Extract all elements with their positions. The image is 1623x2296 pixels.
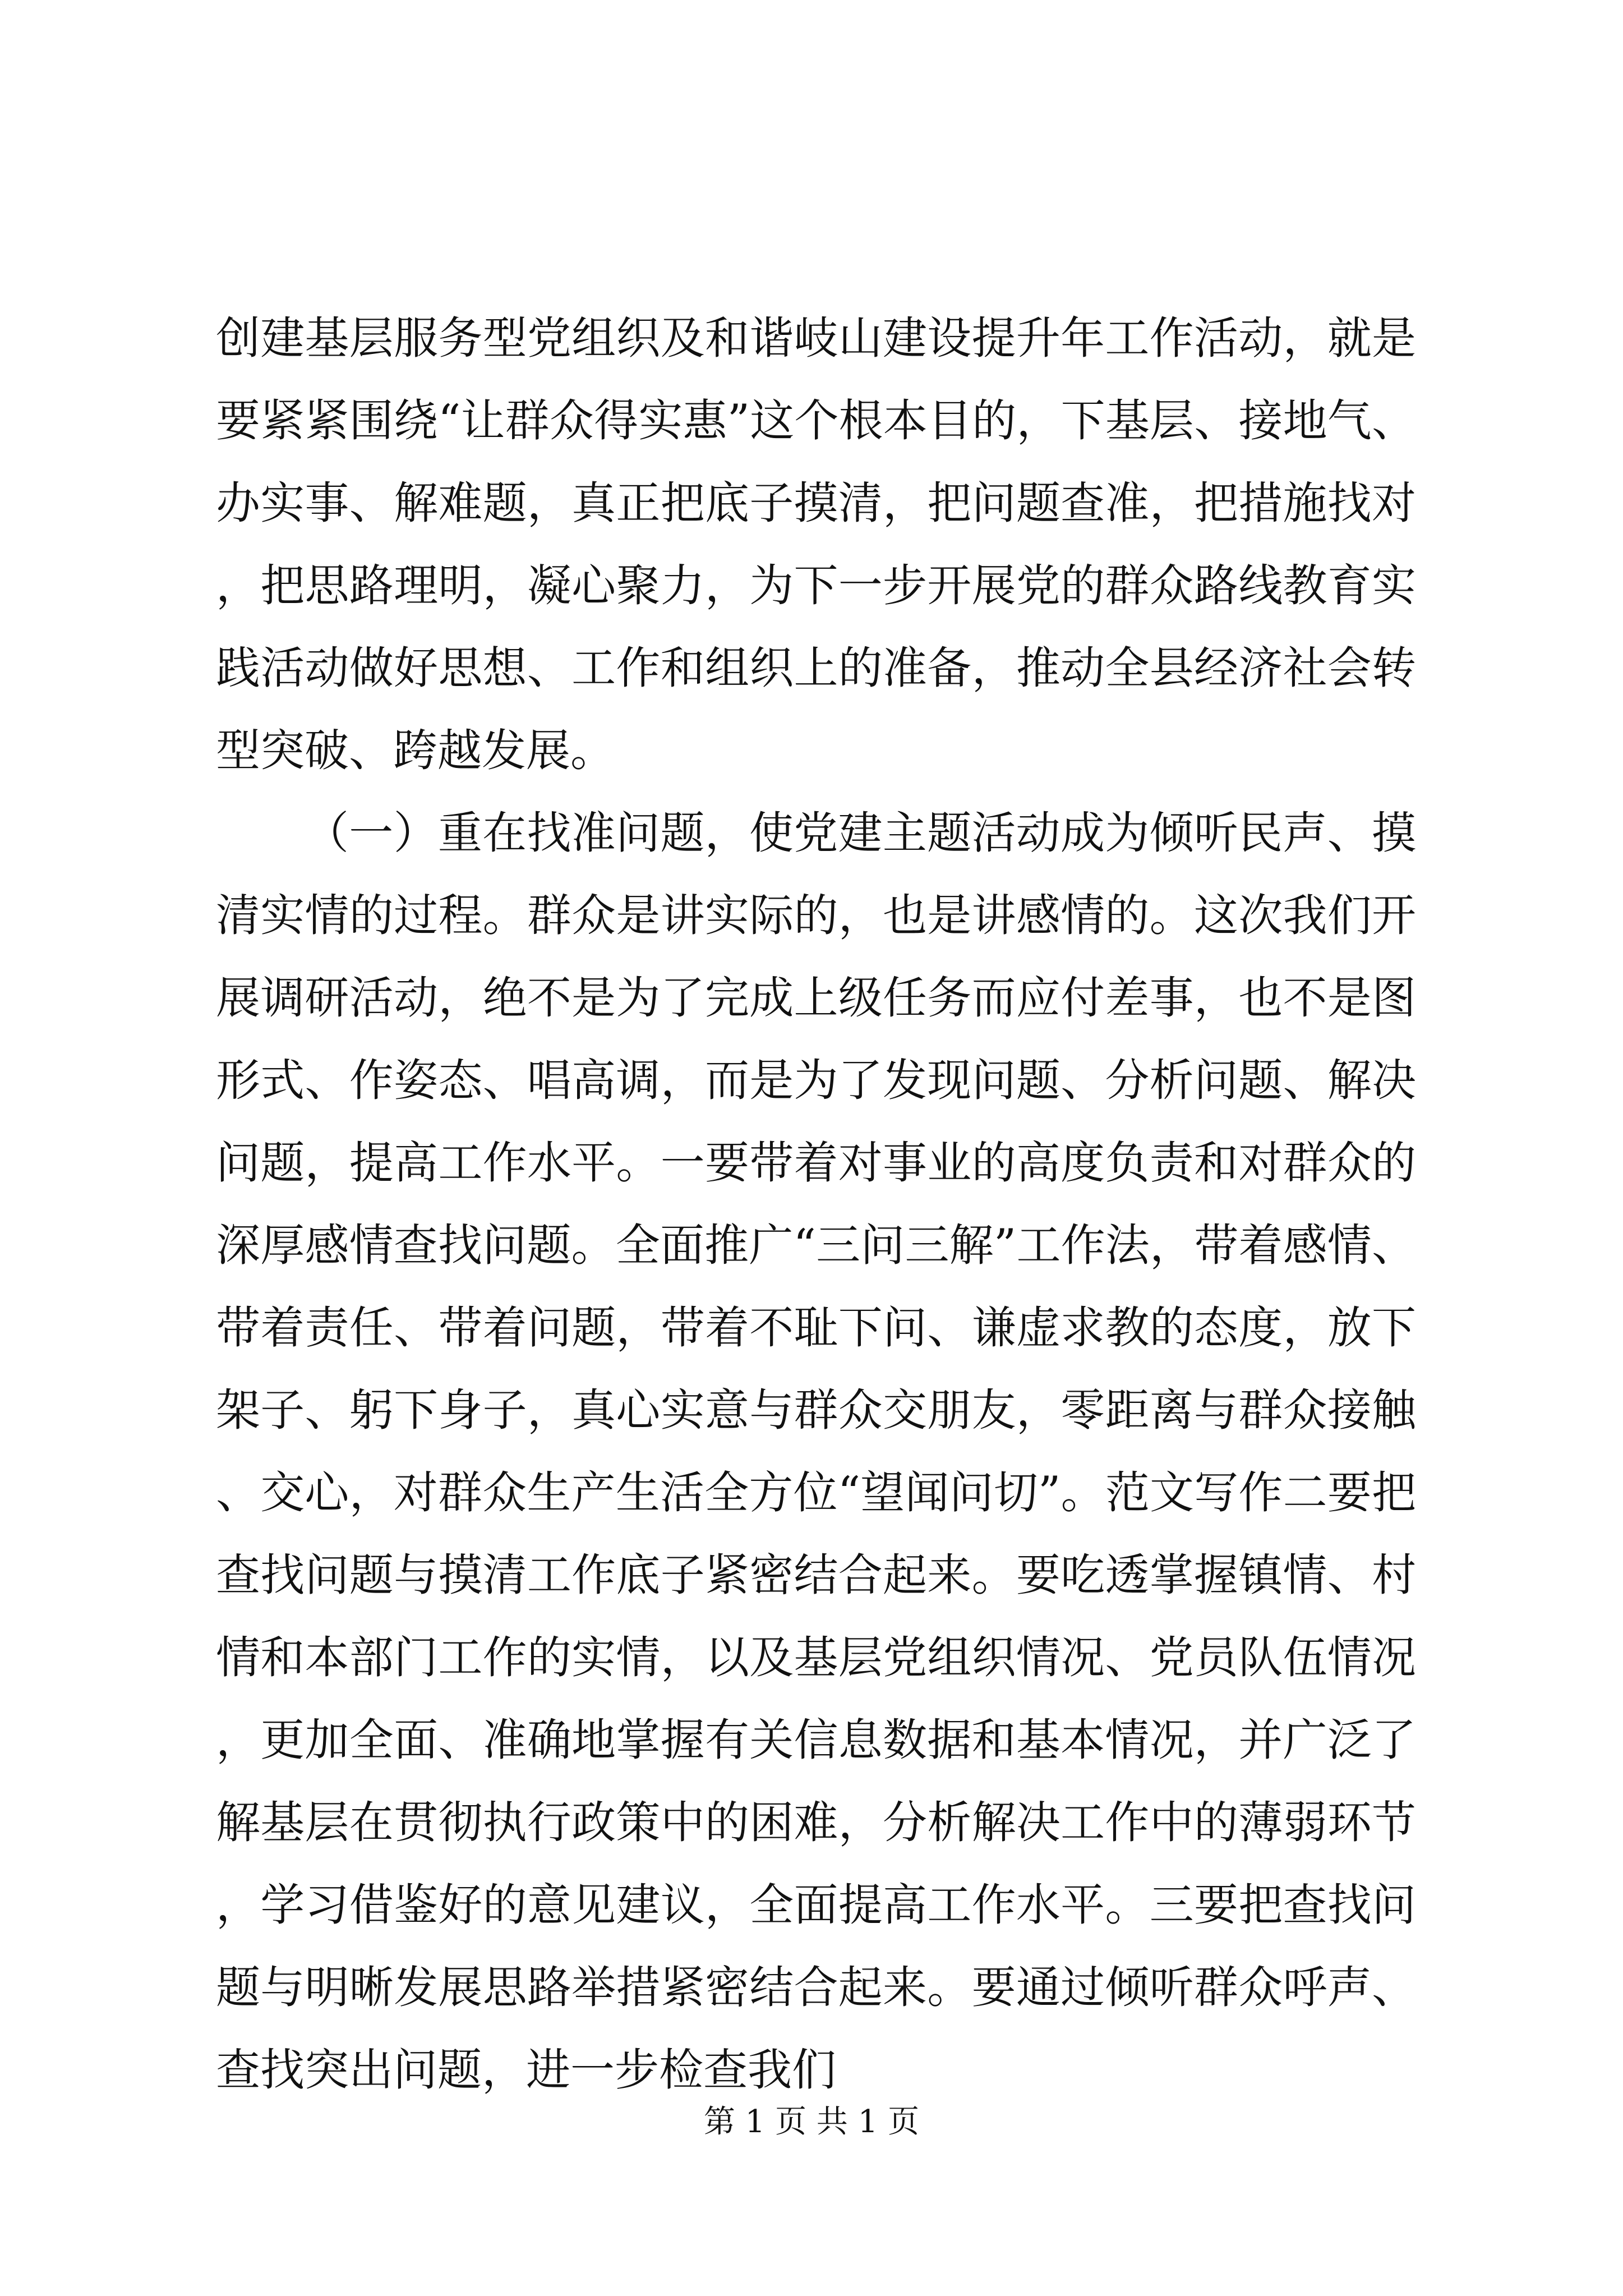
paragraph-intro: 创建基层服务型党组织及和谐岐山建设提升年工作活动，就是要紧紧围绕“让群众得实惠”这个根本目的，下基层、接地气、办实事、解难题，真正把底子摸清，把问题查准，把措施找对，把思路理明，凝心聚力，为下一步开展党的群众路线教育实践活动做好思想、工作和组织上的准备，推动全县经济社会转型突破、跨越发展。 — [216, 312, 1416, 776]
document-body — [216, 297, 1416, 2111]
page-number-footer: 第 1 页 共 1 页 — [703, 2104, 920, 2140]
paragraph-section-one: （一）重在找准问题，使党建主题活动成为倾听民声、摸清实情的过程。群众是讲实际的，也是讲感情的。这次我们开展调研活动，绝不是为了完成上级任务而应付差事，也不是图形式、作姿态、唱高调，而是为了发现问题、分析问题、解决问题，提高工作水平。一要带着对事业的高度负责和对群众的深厚感情查找问题。全面推广“三问三解”工作法，带着感情、带着责任、带着问题，带着不耻下问、谦虚求教的态度，放下架子、躬下身子，真心实意与群众交朋友，零距离与群众接触、交心，对群众生产生活全方位“望闻问切”。范文写作二要把查找问题与摸清工作底子紧密结合起来。要吃透掌握镇情、村情和本部门工作的实情，以及基层党组织情况、党员队伍情况，更加全面、准确地掌握有关信息数据和基本情况，并广泛了解基层在贯彻执行政策中的困难，分析解决工作中的薄弱环节，学习借鉴好的意见建议，全面提高工作水平。三要把查找问题与明晰发展思路举措紧密结合起来。要通过倾听群众呼声、查找突出问题，进一步检查我们 — [216, 807, 1416, 2096]
